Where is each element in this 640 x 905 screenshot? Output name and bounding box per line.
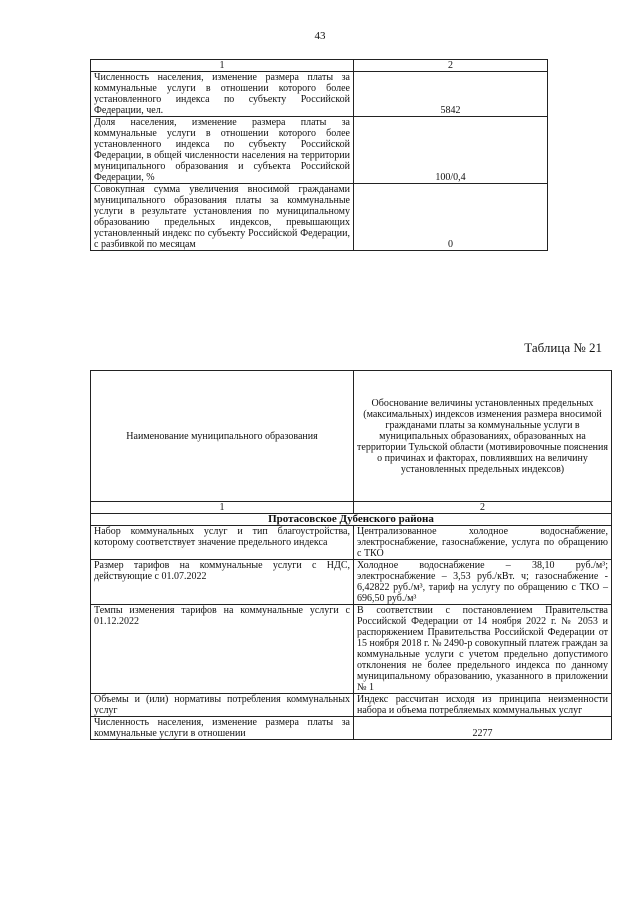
table-header-row <box>91 60 548 72</box>
table-caption: Таблица № 21 <box>524 340 602 355</box>
column-number-1: 1 <box>91 502 354 514</box>
row-value-tariffs: Холодное водоснабжение – 38,10 руб./м³; электроснабжение – 3,53 руб./кВт. ч; газоснабжение - 6,42822 руб./м³, тариф на услугу по обращению с ТКО – 696,50 руб./м³ <box>354 560 612 605</box>
table-21 <box>90 370 612 740</box>
row-value-tariff-rates: В соответствии с постановлением Правительства Российской Федерации от 14 ноября 2022 г. № 2053 и распоряжением Правительства Российской Федерации от 15 ноября 2018 г. № 2490-р совокупный платеж граждан за коммунальные услуги с учетом предельно допустимого отклонения не более предельного индекса по данному муниципальному образованию, указанного в приложении № 1 <box>354 605 612 694</box>
section-row <box>91 514 612 526</box>
column-header-justification: Обоснование величины установленных предельных (максимальных) индексов изменения размера вносимой гражданами платы за коммунальные услуги в муниципальных образованиях, образованных на территории Тульской области (мотивировочные пояснения о причинах и факторах, повлиявших на величину установленных предельных индексов) <box>354 371 612 502</box>
row-value-population: 5842 <box>354 72 548 117</box>
column-header-municipality: Наименование муниципального образования <box>91 371 354 502</box>
column-number-2: 2 <box>354 502 612 514</box>
row-value-population: 2277 <box>354 717 612 740</box>
row-label-consumption: Объемы и (или) нормативы потребления коммунальных услуг <box>91 694 354 717</box>
column-number-1: 1 <box>91 60 354 72</box>
row-value-population-share: 100/0,4 <box>354 117 548 184</box>
table-row <box>91 605 612 694</box>
row-label-population: Численность населения, изменение размера платы за коммунальные услуги в отношении <box>91 717 354 740</box>
row-value-total-increase: 0 <box>354 184 548 251</box>
row-value-consumption: Индекс рассчитан исходя из принципа неизменности набора и объема потребляемых коммунальных услуг <box>354 694 612 717</box>
row-label-population: Численность населения, изменение размера платы за коммунальные услуги в отношении которого более установленного индекса по субъекту Российской Федерации, чел. <box>91 72 354 117</box>
row-value-services: Централизованное холодное водоснабжение, электроснабжение, газоснабжение, услуга по обращению с ТКО <box>354 526 612 560</box>
table-row <box>91 526 612 560</box>
row-label-population-share: Доля населения, изменение размера платы за коммунальные услуги в отношении которого более установленного индекса по субъекту Российской Федерации, в общей численности населения на территории муниципального образования и субъекта Российской Федерации, % <box>91 117 354 184</box>
table-number-row <box>91 502 612 514</box>
section-title: Протасовское Дубенского района <box>91 514 612 526</box>
table-row <box>91 694 612 717</box>
table-indicators-continued <box>90 59 548 251</box>
table-row <box>91 117 548 184</box>
table-row <box>91 560 612 605</box>
column-number-2: 2 <box>354 60 548 72</box>
row-label-services: Набор коммунальных услуг и тип благоустройства, которому соответствует значение предельного индекса <box>91 526 354 560</box>
row-label-total-increase: Совокупная сумма увеличения вносимой гражданами муниципального образования платы за коммунальные услуги в результате установления по муниципальному образованию предельных индексов, превышающих установленный индекс по субъекту Российской Федерации, с разбивкой по месяцам <box>91 184 354 251</box>
table-row <box>91 72 548 117</box>
table-header-row <box>91 371 612 502</box>
table-row <box>91 184 548 251</box>
page-number: 43 <box>314 30 326 42</box>
row-label-tariffs: Размер тарифов на коммунальные услуги с НДС, действующие с 01.07.2022 <box>91 560 354 605</box>
table-row <box>91 717 612 740</box>
row-label-tariff-rates: Темпы изменения тарифов на коммунальные услуги с 01.12.2022 <box>91 605 354 694</box>
